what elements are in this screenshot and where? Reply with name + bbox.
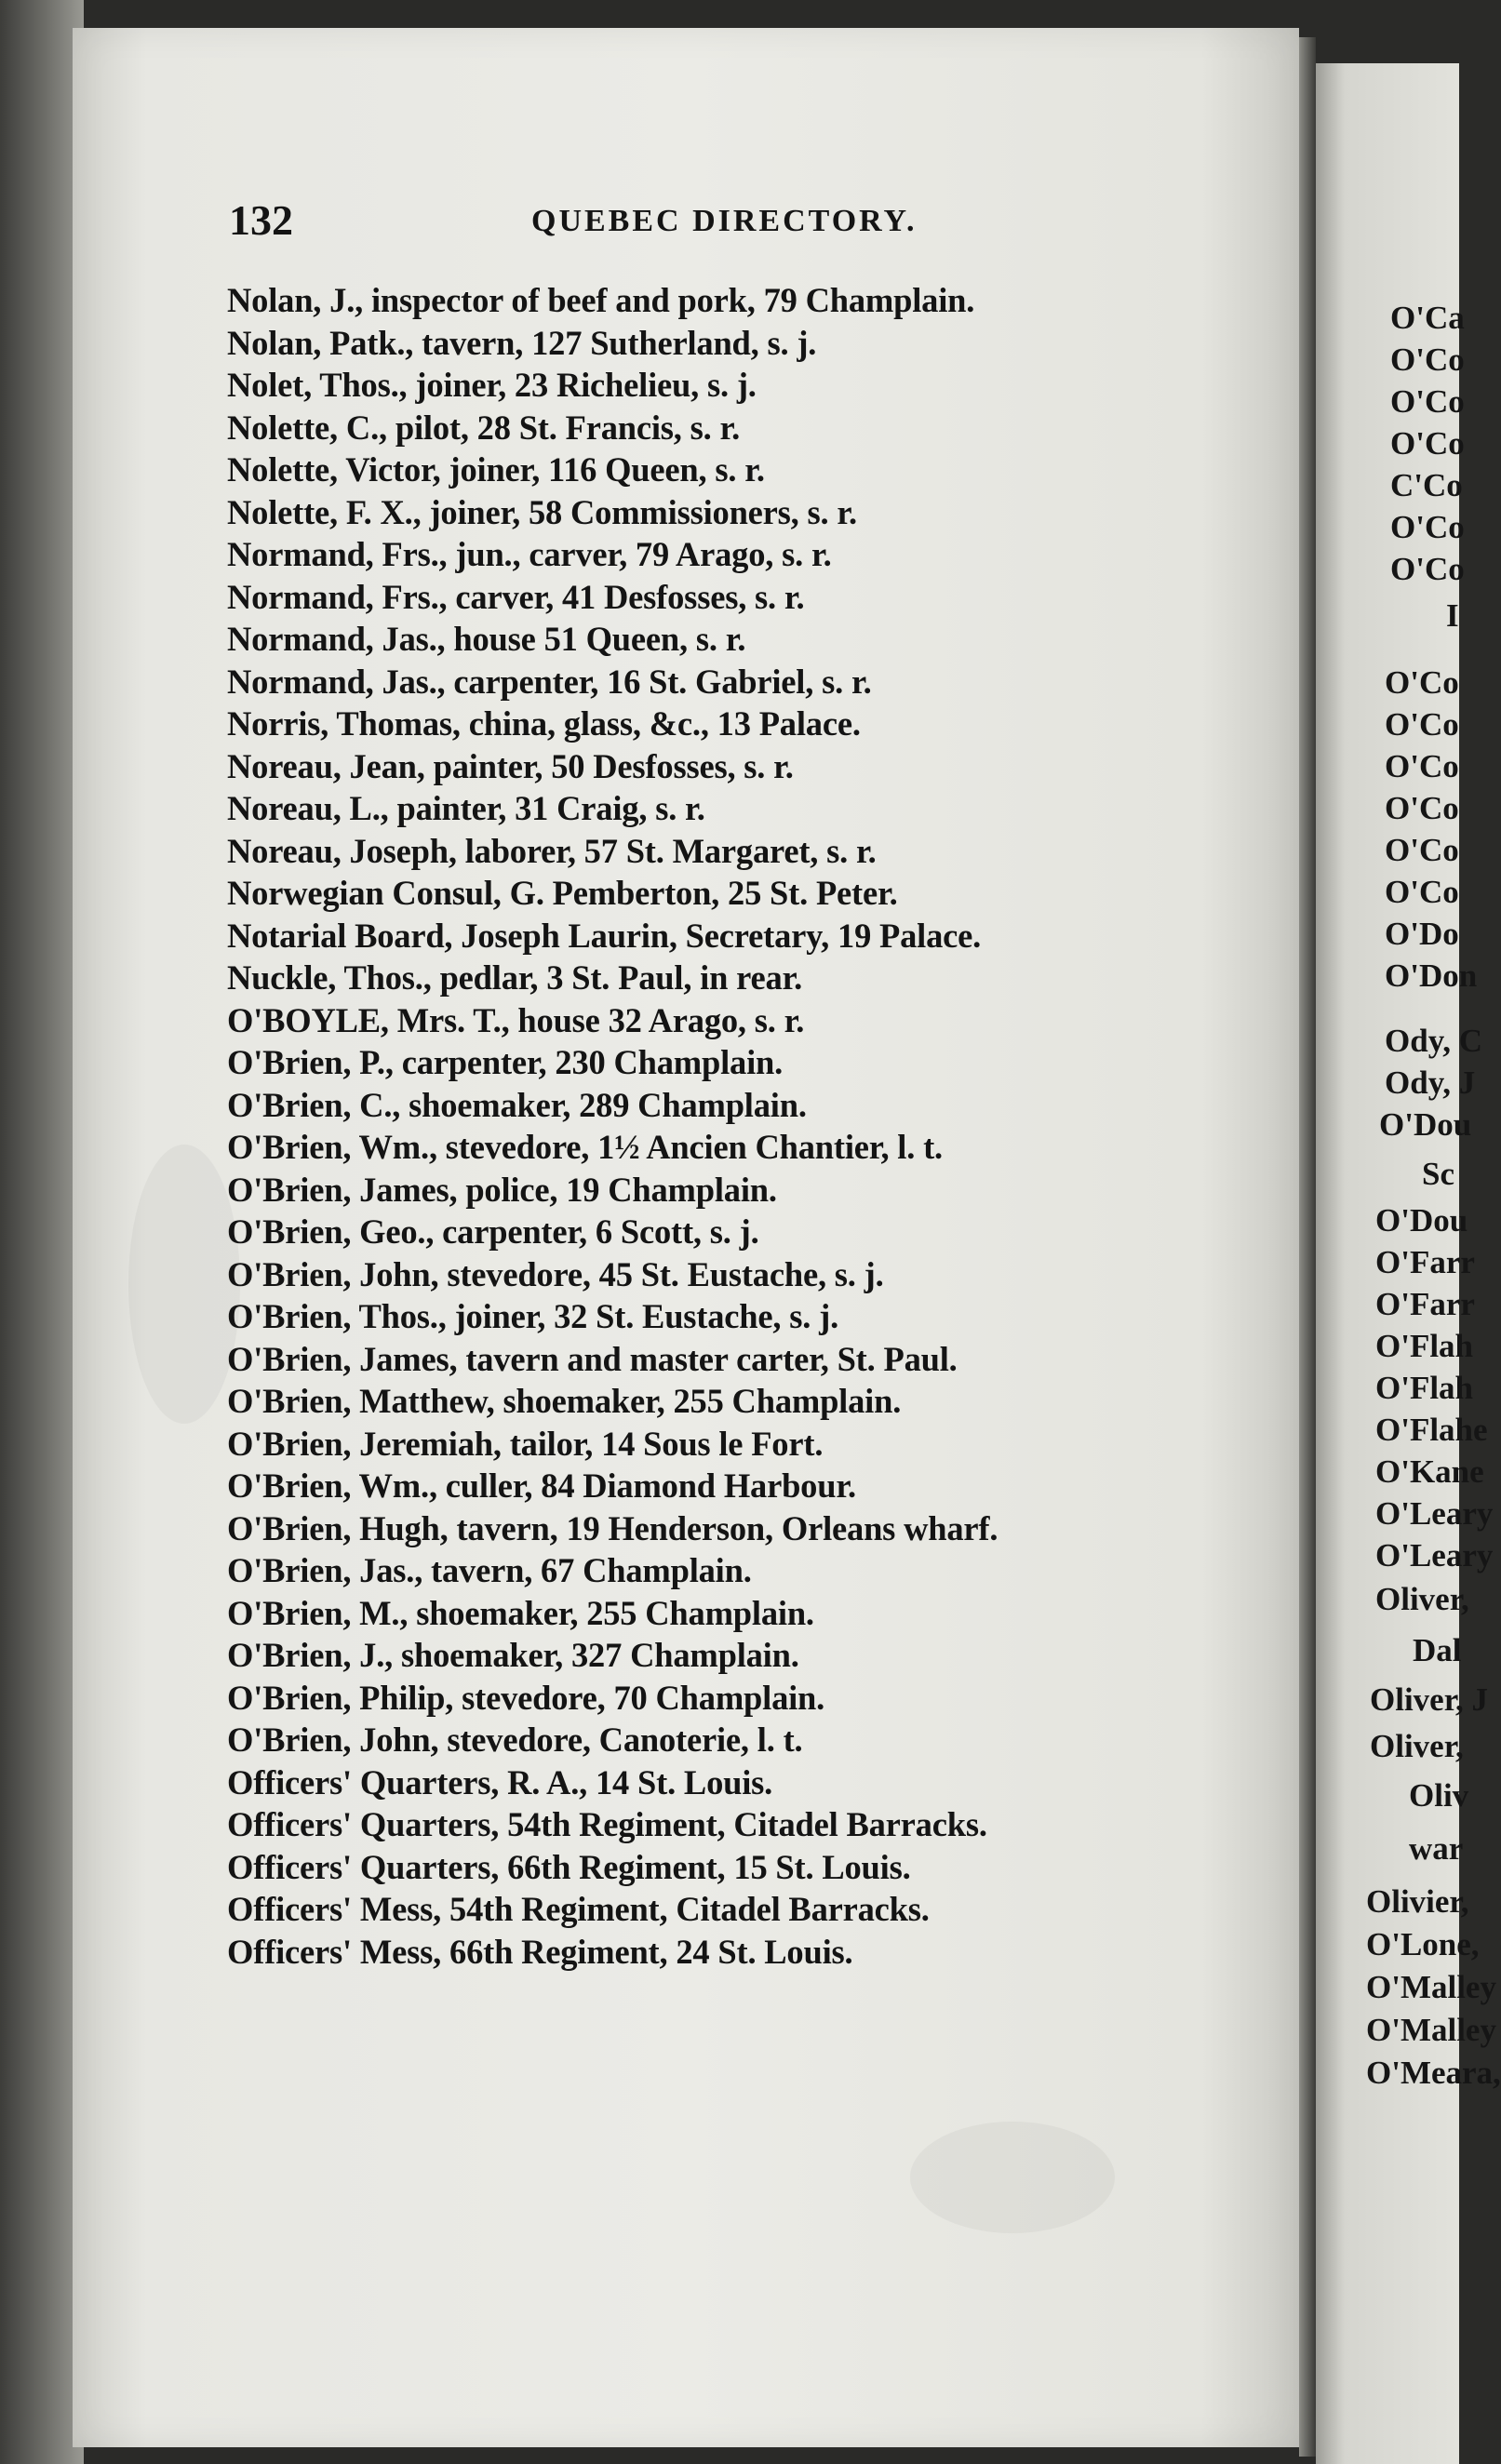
directory-entry: O'Brien, Thos., joiner, 32 St. Eustache, s. j. xyxy=(227,1297,838,1335)
page-number: 132 xyxy=(229,196,293,244)
binding-gutter xyxy=(0,0,84,2464)
directory-entry: Normand, Frs., jun., carver, 79 Arago, s. r. xyxy=(227,535,832,573)
facing-page-fragment: O'Meara, xyxy=(1366,2055,1501,2091)
directory-entry: Noreau, Jean, painter, 50 Desfosses, s. r. xyxy=(227,746,794,785)
paper-stain xyxy=(128,1145,240,1424)
facing-page-fragment: O'Flah xyxy=(1375,1328,1474,1364)
directory-entry: Officers' Mess, 66th Regiment, 24 St. Louis. xyxy=(227,1932,853,1971)
directory-entry: Normand, Frs., carver, 41 Desfosses, s. r. xyxy=(227,577,805,616)
directory-entry: O'Brien, Wm., stevedore, 1½ Ancien Chantier, l. t. xyxy=(227,1128,943,1166)
facing-page-fragment: Ody, J xyxy=(1385,1065,1476,1101)
facing-page-fragment: O'Farr xyxy=(1375,1286,1475,1322)
facing-page-fragment: O'Leary xyxy=(1375,1495,1494,1532)
directory-entry: Noreau, L., painter, 31 Craig, s. r. xyxy=(227,789,705,827)
page-edge xyxy=(1299,37,1316,2457)
facing-page-fragment: Ody, C xyxy=(1385,1023,1483,1059)
directory-entry: Nolette, F. X., joiner, 58 Commissioners, s. r. xyxy=(227,492,857,531)
directory-entry: O'Brien, J., shoemaker, 327 Champlain. xyxy=(227,1636,799,1674)
directory-entry: Officers' Quarters, 54th Regiment, Citadel Barracks. xyxy=(227,1805,987,1843)
facing-page-fragment: O'Flah xyxy=(1375,1370,1474,1406)
facing-page-fragment: C'Co xyxy=(1390,467,1463,503)
facing-page-fragment: O'Flahe xyxy=(1375,1412,1488,1448)
directory-entry: O'Brien, John, stevedore, Canoterie, l. t. xyxy=(227,1721,803,1759)
page-title: QUEBEC DIRECTORY. xyxy=(531,204,918,238)
directory-entry: Nolan, J., inspector of beef and pork, 79 Champlain. xyxy=(227,281,975,319)
facing-page-fragment: O'Leary xyxy=(1375,1537,1494,1573)
facing-page-fragment: O'Dou xyxy=(1379,1106,1472,1143)
facing-page-fragment: Oliv xyxy=(1409,1777,1469,1814)
facing-page-fragment: Sc xyxy=(1422,1156,1454,1192)
directory-entry: Nolette, C., pilot, 28 St. Francis, s. r. xyxy=(227,408,741,447)
directory-entry: Nolet, Thos., joiner, 23 Richelieu, s. j. xyxy=(227,366,757,404)
directory-entry: O'Brien, Wm., culler, 84 Diamond Harbour. xyxy=(227,1466,856,1505)
directory-entry: Officers' Quarters, 66th Regiment, 15 St. Louis. xyxy=(227,1847,911,1886)
directory-entry: Norwegian Consul, G. Pemberton, 25 St. Peter. xyxy=(227,874,898,912)
facing-page-fragment: O'Co xyxy=(1390,509,1465,545)
facing-page-fragments xyxy=(1316,0,1501,2464)
directory-entry: O'Brien, P., carpenter, 230 Champlain. xyxy=(227,1043,784,1081)
directory-entry: O'Brien, Jas., tavern, 67 Champlain. xyxy=(227,1551,752,1589)
facing-page-fragment: I xyxy=(1446,597,1459,634)
facing-page-fragment: O'Lone, xyxy=(1366,1926,1480,1962)
directory-entry: Nolan, Patk., tavern, 127 Sutherland, s. j. xyxy=(227,323,817,362)
directory-entry: O'Brien, M., shoemaker, 255 Champlain. xyxy=(227,1593,814,1632)
facing-page-fragment: O'Kane xyxy=(1375,1453,1484,1490)
directory-entry: O'Brien, James, police, 19 Champlain. xyxy=(227,1170,777,1209)
facing-page-fragment: O'Co xyxy=(1385,790,1459,826)
facing-page-fragment: O'Ca xyxy=(1390,300,1465,336)
facing-page-fragment: O'Co xyxy=(1385,664,1459,701)
directory-entry: O'Brien, Geo., carpenter, 6 Scott, s. j. xyxy=(227,1212,759,1251)
directory-entry: O'Brien, Philip, stevedore, 70 Champlain. xyxy=(227,1678,825,1717)
directory-entry: O'Brien, James, tavern and master carter, St. Paul. xyxy=(227,1339,958,1378)
facing-page-fragment: O'Co xyxy=(1385,832,1459,868)
facing-page-fragment: O'Farr xyxy=(1375,1244,1475,1280)
directory-entries xyxy=(227,279,1288,1973)
directory-entry: O'BOYLE, Mrs. T., house 32 Arago, s. r. xyxy=(227,1000,805,1039)
facing-page-fragment: O'Dou xyxy=(1375,1202,1468,1239)
directory-entry: Norris, Thomas, china, glass, &c., 13 Palace. xyxy=(227,704,861,743)
facing-page-fragment: O'Co xyxy=(1390,425,1465,462)
facing-page-fragment: Oliver, xyxy=(1370,1728,1464,1764)
directory-entry: O'Brien, C., shoemaker, 289 Champlain. xyxy=(227,1085,807,1124)
directory-entry: Nolette, Victor, joiner, 116 Queen, s. r. xyxy=(227,450,765,489)
facing-page-fragment: Dal xyxy=(1413,1632,1462,1668)
facing-page-fragment: O'Malley xyxy=(1366,2012,1496,2048)
facing-page-fragment: O'Co xyxy=(1385,706,1459,743)
directory-entry: Normand, Jas., carpenter, 16 St. Gabriel, s. r. xyxy=(227,662,872,701)
facing-page-fragment: Oliver, J xyxy=(1370,1681,1489,1718)
facing-page-fragment: O'Co xyxy=(1385,874,1459,910)
directory-entry: O'Brien, Hugh, tavern, 19 Henderson, Orleans wharf. xyxy=(227,1508,998,1547)
facing-page-fragment: O'Do xyxy=(1385,916,1459,952)
directory-entry: Officers' Mess, 54th Regiment, Citadel Barracks. xyxy=(227,1890,930,1928)
directory-entry: O'Brien, John, stevedore, 45 St. Eustache, s. j. xyxy=(227,1254,884,1293)
facing-page-fragment: Oliver, xyxy=(1375,1581,1469,1617)
directory-entry: Nuckle, Thos., pedlar, 3 St. Paul, in rear. xyxy=(227,958,803,997)
facing-page-fragment: O'Co xyxy=(1390,383,1465,420)
facing-page-fragment: O'Co xyxy=(1390,551,1465,587)
facing-page-fragment: O'Don xyxy=(1385,957,1478,994)
facing-page-fragment: O'Malley xyxy=(1366,1969,1496,2005)
directory-entry: O'Brien, Jeremiah, tailor, 14 Sous le Fort. xyxy=(227,1424,824,1463)
directory-entry: Officers' Quarters, R. A., 14 St. Louis. xyxy=(227,1762,773,1801)
directory-entry: Notarial Board, Joseph Laurin, Secretary, 19 Palace. xyxy=(227,916,982,955)
facing-page-fragment: O'Co xyxy=(1390,341,1465,378)
facing-page-fragment: war xyxy=(1409,1830,1464,1867)
running-head xyxy=(229,193,1271,248)
paper-stain xyxy=(910,2122,1115,2233)
directory-entry: O'Brien, Matthew, shoemaker, 255 Champlain. xyxy=(227,1382,902,1420)
facing-page-fragment: O'Co xyxy=(1385,748,1459,784)
facing-page-fragment: Olivier, xyxy=(1366,1883,1469,1920)
directory-entry: Normand, Jas., house 51 Queen, s. r. xyxy=(227,620,746,658)
directory-entry: Noreau, Joseph, laborer, 57 St. Margaret, s. r. xyxy=(227,831,877,870)
